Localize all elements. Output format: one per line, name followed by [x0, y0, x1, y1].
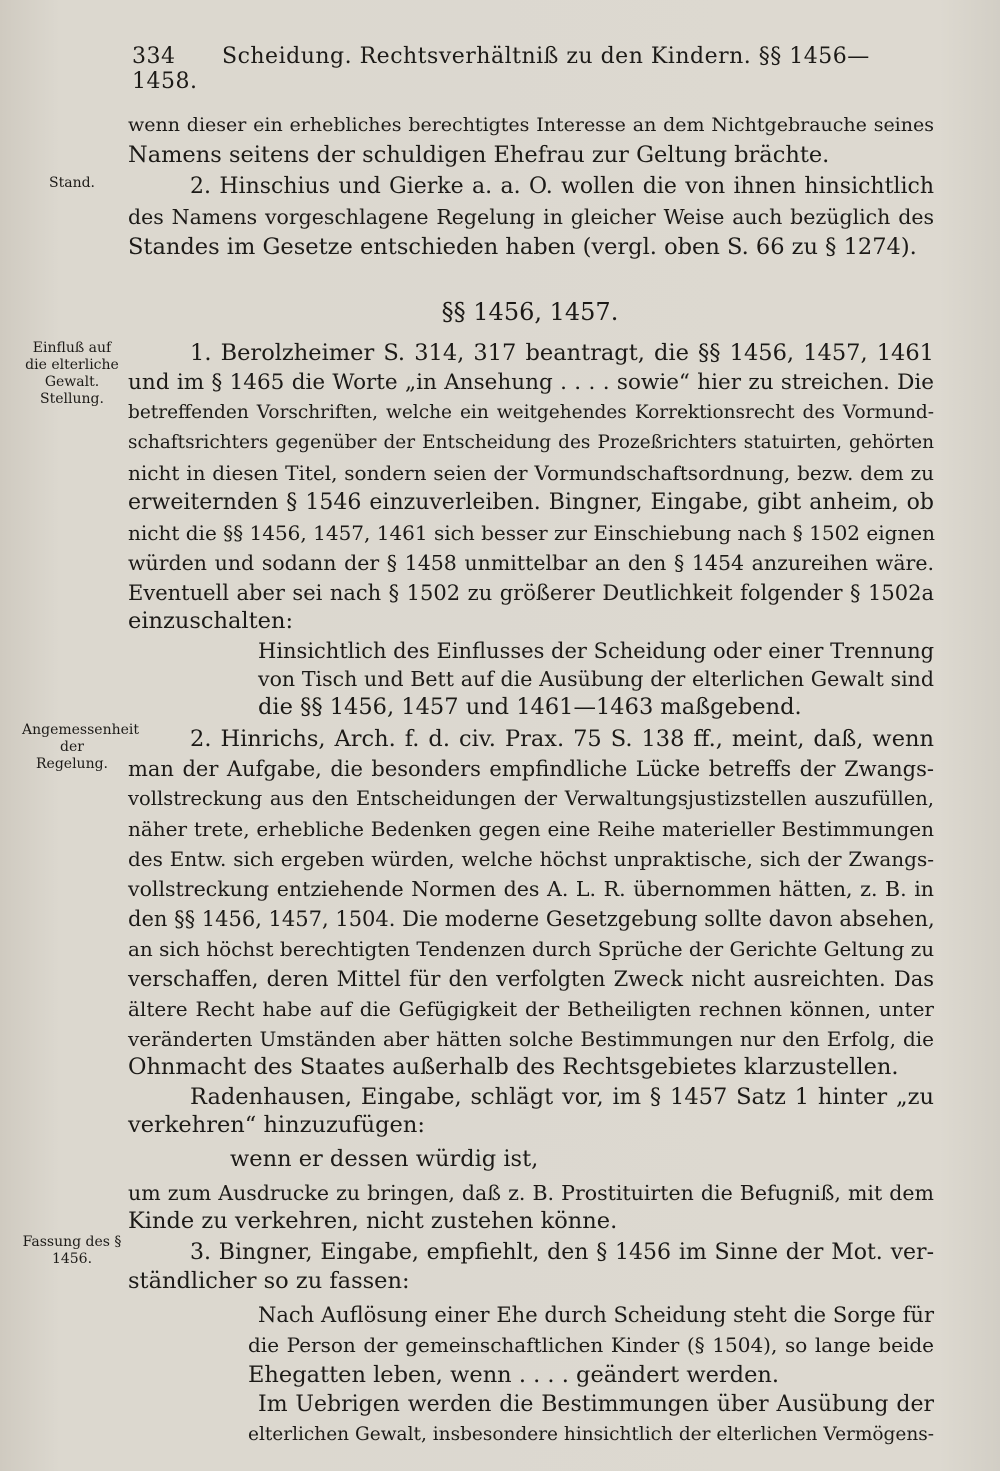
section-heading: §§ 1456, 1457.	[441, 298, 619, 326]
text-line: einzuschalten:	[128, 608, 294, 634]
text-line: betreffenden Vorschriften, welche ein weitgehendes Korrektionsrecht des Vormund-	[128, 402, 934, 423]
quote-line: Nach Auflösung einer Ehe durch Scheidung steht die Sorge für	[258, 1303, 934, 1327]
text-line: Standes im Gesetze entschieden haben (vergl. oben S. 66 zu § 1274).	[128, 234, 917, 260]
text-line: nicht in diesen Titel, sondern seien der Vormundschaftsordnung, bezw. dem zu	[128, 461, 934, 485]
margin-note-einfluss: Einfluß auf die elterliche Gewalt. Stellung.	[25, 340, 119, 407]
text-line: veränderten Umständen aber hätten solche Bestimmungen nur den Erfolg, die	[128, 1027, 934, 1051]
quote-line: Im Uebrigen werden die Bestimmungen über Ausübung der	[258, 1392, 934, 1417]
text-line: an sich höchst berechtigten Tendenzen durch Sprüche der Gerichte Geltung zu	[128, 937, 935, 961]
running-title: Scheidung. Rechtsverhältniß zu den Kindern. §§ 1456—1458.	[132, 44, 870, 94]
text-line: Namens seitens der schuldigen Ehefrau zur Geltung brächte.	[128, 142, 830, 168]
text-line: um zum Ausdrucke zu bringen, daß z. B. Prostituirten die Befugniß, mit dem	[128, 1181, 934, 1205]
text-line: 2. Hinrichs, Arch. f. d. civ. Prax. 75 S. 138 ff., meint, daß, wenn	[190, 726, 934, 752]
quote-line: die §§ 1456, 1457 und 1461—1463 maßgebend.	[258, 694, 802, 720]
margin-note-angemessenheit: Angemessenheit der Regelung.	[22, 722, 140, 772]
text-line: 1. Berolzheimer S. 314, 317 beantragt, die §§ 1456, 1457, 1461	[190, 340, 934, 366]
quote-line: Ehegatten leben, wenn . . . . geändert werden.	[248, 1362, 780, 1388]
quote-line: wenn er dessen würdig ist,	[230, 1146, 539, 1172]
page-header	[132, 44, 932, 94]
quote-line: elterlichen Gewalt, insbesondere hinsichtlich der elterlichen Vermögens-	[248, 1424, 934, 1445]
text-line: näher trete, erhebliche Bedenken gegen eine Reihe materieller Bestimmungen	[128, 817, 934, 841]
text-line: Radenhausen, Eingabe, schlägt vor, im § 1457 Satz 1 hinter „zu	[190, 1084, 934, 1110]
text-line: vollstreckung entziehende Normen des A. L. R. übernommen hätten, z. B. in	[128, 877, 934, 901]
text-line: 3. Bingner, Eingabe, empfiehlt, den § 1456 im Sinne der Mot. ver-	[190, 1240, 934, 1265]
quote-line: Hinsichtlich des Einflusses der Scheidung oder einer Trennung	[258, 639, 935, 663]
text-line: des Namens vorgeschlagene Regelung in gleicher Weise auch bezüglich des	[128, 205, 934, 229]
text-line: würden und sodann der § 1458 unmittelbar an den § 1454 anzureihen wäre.	[128, 551, 934, 575]
text-line: nicht die §§ 1456, 1457, 1461 sich besser zur Einschiebung nach § 1502 eignen	[128, 521, 936, 545]
text-line: 2. Hinschius und Gierke a. a. O. wollen die von ihnen hinsichtlich	[190, 174, 934, 199]
text-line: ständlicher so zu fassen:	[128, 1268, 410, 1294]
text-line: erweiternden § 1546 einzuverleiben. Bingner, Eingabe, gibt anheim, ob	[128, 490, 934, 515]
quote-line: von Tisch und Bett auf die Ausübung der elterlichen Gewalt sind	[258, 667, 934, 691]
page-number: 334	[132, 44, 176, 69]
margin-note-fassung: Fassung des § 1456.	[22, 1234, 122, 1267]
text-line: Eventuell aber sei nach § 1502 zu größerer Deutlichkeit folgender § 1502a	[128, 581, 934, 605]
text-line: des Entw. sich ergeben würden, welche höchst unpraktische, sich der Zwangs-	[128, 847, 934, 871]
quote-line: die Person der gemeinschaftlichen Kinder (§ 1504), so lange beide	[248, 1333, 934, 1357]
text-line: Kinde zu verkehren, nicht zustehen könne.	[128, 1208, 618, 1234]
text-line: vollstreckung aus den Entscheidungen der Verwaltungsjustizstellen auszufüllen,	[128, 787, 934, 810]
text-line: ältere Recht habe auf die Gefügigkeit der Betheiligten rechnen können, unter	[128, 997, 934, 1021]
text-line: den §§ 1456, 1457, 1504. Die moderne Gesetzgebung sollte davon absehen,	[128, 907, 935, 931]
text-line: verschaffen, deren Mittel für den verfolgten Zweck nicht ausreichten. Das	[128, 967, 934, 991]
text-line: Ohnmacht des Staates außerhalb des Rechtsgebietes klarzustellen.	[128, 1054, 899, 1080]
text-line: verkehren“ hinzuzufügen:	[128, 1112, 425, 1138]
text-line: schaftsrichters gegenüber der Entscheidung des Prozeßrichters statuirten, gehörten	[128, 432, 934, 453]
text-line: wenn dieser ein erhebliches berechtigtes Interesse an dem Nichtgebrauche seines	[128, 114, 934, 136]
margin-note-stand: Stand.	[49, 175, 95, 191]
text-line: man der Aufgabe, die besonders empfindliche Lücke betreffs der Zwangs-	[128, 757, 934, 781]
text-line: und im § 1465 die Worte „in Ansehung . . . . sowie“ hier zu streichen. Die	[128, 370, 934, 395]
